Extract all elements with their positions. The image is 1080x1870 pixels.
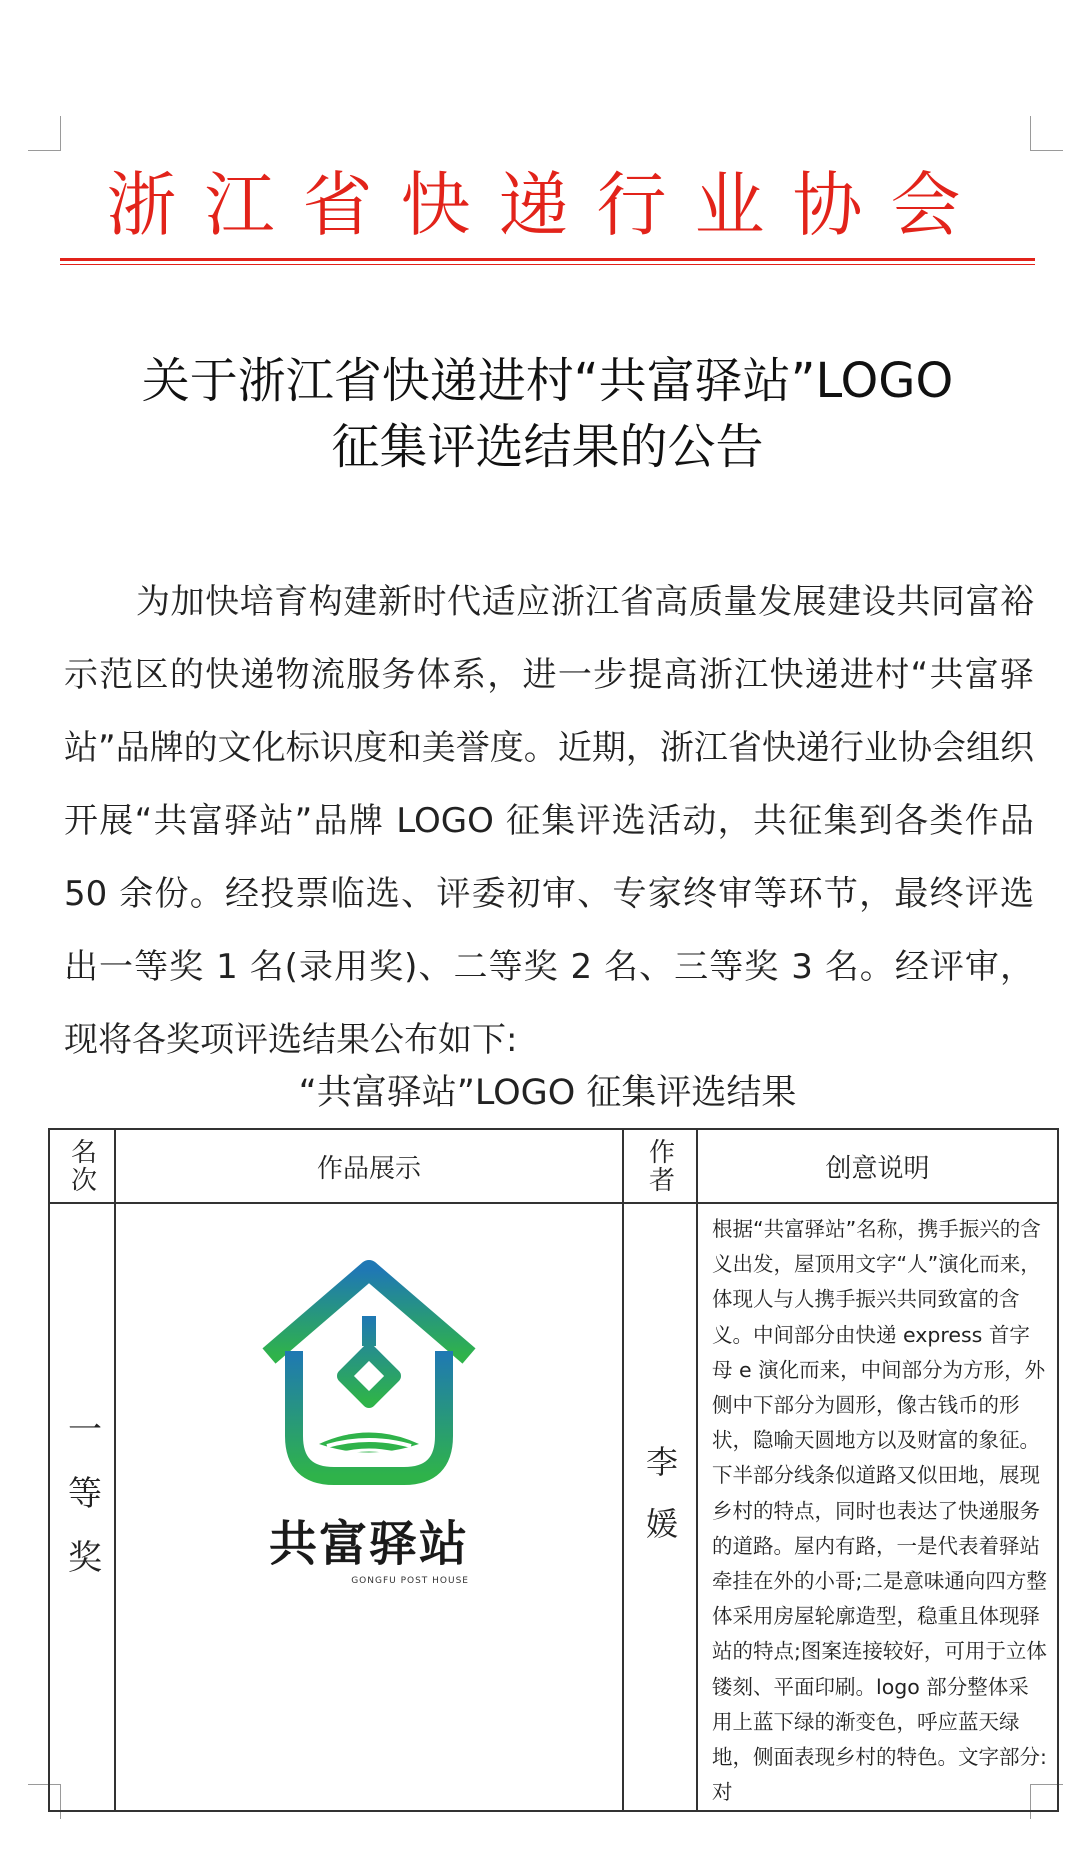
notice-title-line1: 关于浙江省快递进村“共富驿站”LOGO: [141, 353, 954, 409]
letterhead-divider: [60, 258, 1035, 261]
logo-name-cn: 共富驿站: [268, 1516, 469, 1572]
logo-name-en: GONGFU POST HOUSE: [351, 1576, 469, 1586]
table-header-row: [49, 1129, 1058, 1203]
rank-cell: 一等奖: [49, 1203, 115, 1811]
notice-body: 为加快培育构建新时代适应浙江省高质量发展建设共同富裕示范区的快递物流服务体系，进一步提高浙江快递进村“共富驿站”品牌的文化标识度和美誉度。近期，浙江省快递行业协会组织开展“共富驿站”品牌 LOGO 征集评选活动，共征集到各类作品 50 余份。经投票临选、评委初审、专家终审等环节，最终评选出一等奖 1 名(录用奖)、二等奖 2 名、三等奖 3 名。经评审，现将各奖项评选结果公布如下:: [64, 582, 1034, 1060]
letterhead-org-name: 浙江省快递行业协会: [106, 164, 989, 246]
notice-title-line2: 征集评选结果的公告: [331, 419, 764, 475]
crop-mark-top-right: [1030, 116, 1063, 151]
header-work: 作品展示: [115, 1129, 623, 1203]
crop-mark-top-left: [28, 116, 61, 151]
author-cell: 李媛: [623, 1203, 697, 1811]
table-row: [49, 1203, 1058, 1811]
header-description: 创意说明: [697, 1129, 1058, 1203]
table-caption: “共富驿站”LOGO 征集评选结果: [298, 1073, 797, 1113]
work-cell: [115, 1203, 623, 1811]
notice-title: [60, 348, 1035, 480]
header-rank: 名次: [49, 1129, 115, 1203]
results-table: [48, 1128, 1059, 1812]
house-logo-icon: [249, 1256, 489, 1506]
header-author: 作者: [623, 1129, 697, 1203]
letterhead-divider-thin: [60, 264, 1035, 265]
description-cell: 根据“共富驿站”名称，携手振兴的含义出发，屋顶用文字“人”演化而来，体现人与人携手振兴共同致富的含义。中间部分由快递 express 首字母 e 演化而来，中间部分为方形，外侧中下部分为圆形，像古钱币的形状，隐喻天圆地方以及财富的象征。下半部分线条似道路又似田地，展现乡村的特点，同时也表达了快递服务的道路。屋内有路，一是代表着驿站牵挂在外的小哥;二是意味通向四方整体采用房屋轮廓造型，稳重且体现驿站的特点;图案连接较好，可用于立体镂刻、平面印刷。logo 部分整体采用上蓝下绿的渐变色，呼应蓝天绿地，侧面表现乡村的特色。文字部分:对: [697, 1203, 1058, 1811]
gongfu-logo-image: [249, 1256, 489, 1586]
